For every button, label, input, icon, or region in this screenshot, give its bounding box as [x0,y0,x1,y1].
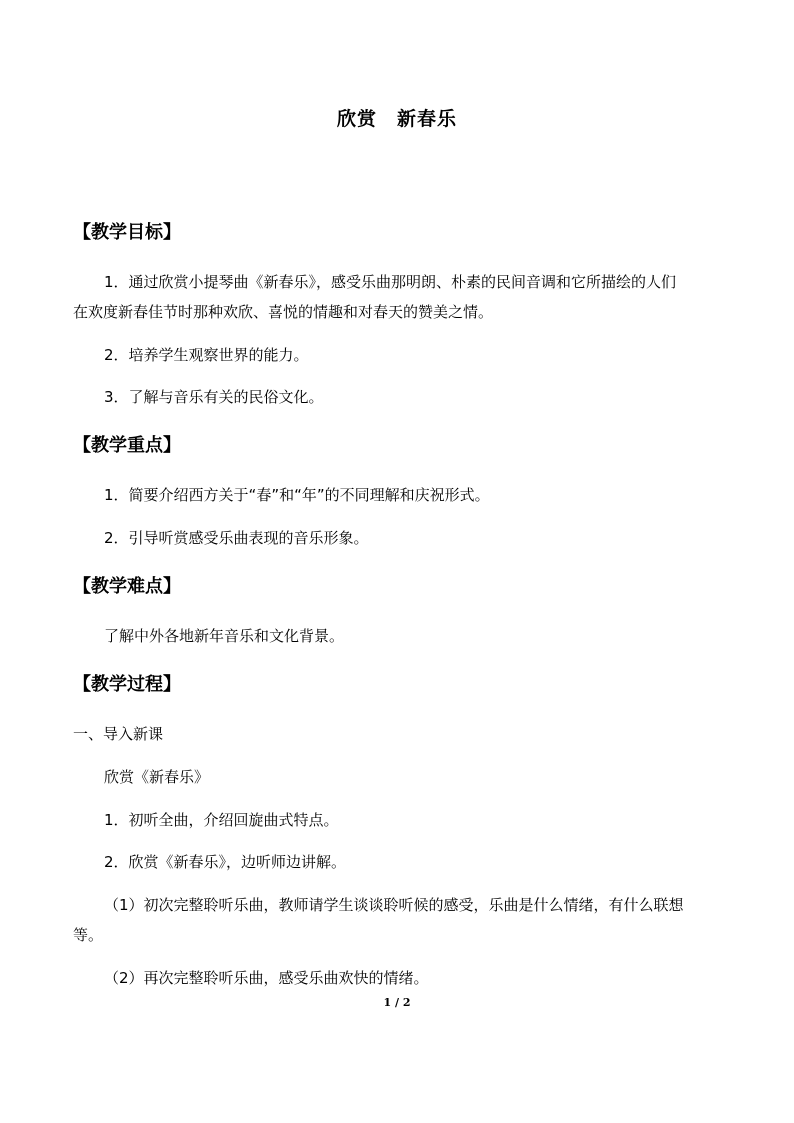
difficulty-item-1: 了解中外各地新年音乐和文化背景。 [104,627,345,645]
page-title: 欣赏 新春乐 [336,108,457,130]
heading-process: 【教学过程】 [73,674,181,695]
objective-item-3: 3．了解与音乐有关的民俗文化。 [104,388,324,406]
objective-item-1-line-2: 在欢度新春佳节时那种欢欣、喜悦的情趣和对春天的赞美之情。 [73,303,494,321]
process-sub-1-line-1: （1）初次完整聆听乐曲，教师请学生谈谈聆听候的感受，乐曲是什么情绪，有什么联想 [104,896,684,914]
heading-difficulties: 【教学难点】 [73,576,181,597]
process-part-1-title: 一、导入新课 [73,725,164,743]
objective-item-1-line-1: 1．通过欣赏小提琴曲《新春乐》，感受乐曲那明朗、朴素的民间音调和它所描绘的人们 [104,273,677,291]
process-step-2: 2．欣赏《新春乐》，边听师边讲解。 [104,853,347,871]
process-step-1: 1．初听全曲，介绍回旋曲式特点。 [104,811,339,829]
process-sub-2: （2）再次完整聆听乐曲，感受乐曲欢快的情绪。 [104,969,429,987]
key-point-item-1: 1．简要介绍西方关于“春”和“年”的不同理解和庆祝形式。 [104,486,490,504]
page-number: 1 / 2 [383,996,411,1009]
process-sub-1-line-2: 等。 [73,926,104,944]
heading-objectives: 【教学目标】 [73,222,181,243]
process-part-1-subtitle: 欣赏《新春乐》 [104,768,210,786]
objective-item-2: 2．培养学生观察世界的能力。 [104,346,309,364]
key-point-item-2: 2．引导听赏感受乐曲表现的音乐形象。 [104,529,369,547]
heading-key-points: 【教学重点】 [73,435,181,456]
